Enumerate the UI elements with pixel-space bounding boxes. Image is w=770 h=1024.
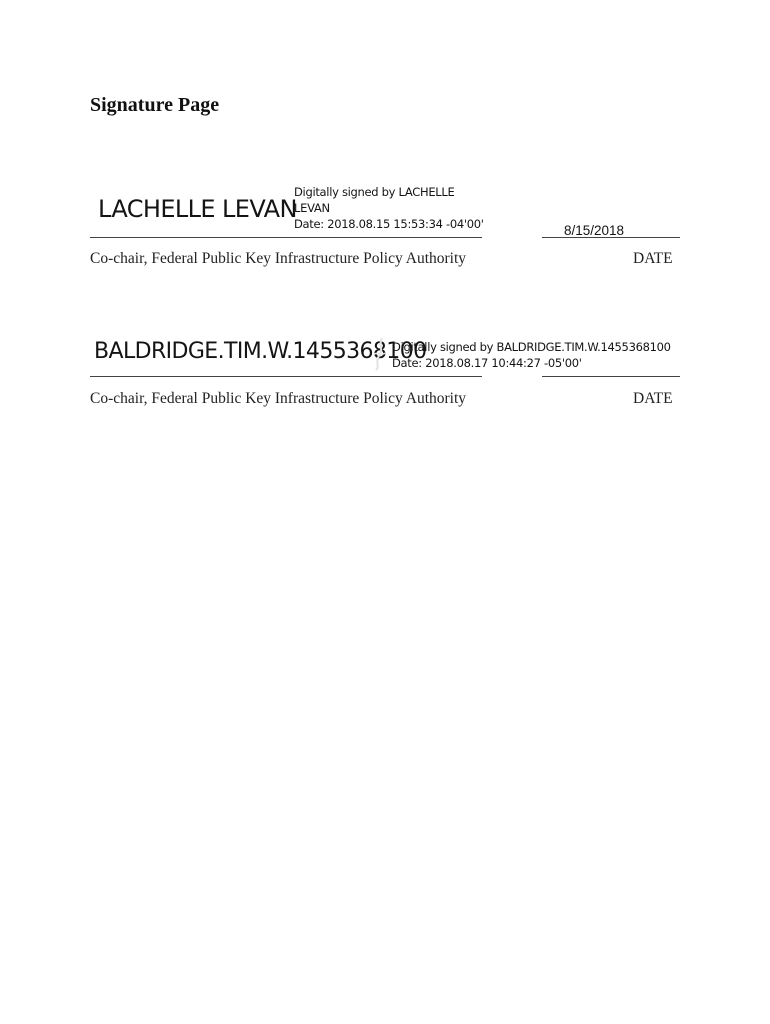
- signature-detail-date: Date: 2018.08.15 15:53:34 -04'00': [294, 217, 484, 231]
- signature-seal-icon: [370, 336, 388, 372]
- signature-detail-date: Date: 2018.08.17 10:44:27 -05'00': [392, 356, 582, 370]
- date-label: DATE: [633, 390, 673, 407]
- date-line: [542, 376, 680, 377]
- signer-role-label: Co-chair, Federal Public Key Infrastructure Policy Authority: [90, 250, 467, 267]
- page-title: Signature Page: [90, 94, 220, 116]
- date-label: DATE: [633, 250, 673, 267]
- signature-detail-signed-by: Digitally signed by BALDRIDGE.TIM.W.1455368100: [392, 340, 671, 354]
- digital-signature-name[interactable]: BALDRIDGE.TIM.W.1455368100: [94, 339, 427, 364]
- signer-role-label: Co-chair, Federal Public Key Infrastructure Policy Authority: [90, 390, 467, 407]
- signature-block-levan: [90, 180, 680, 280]
- signature-detail-signed-by: Digitally signed by LACHELLE: [294, 185, 455, 199]
- signature-line: [90, 376, 482, 377]
- signed-date-value: 8/15/2018: [564, 223, 625, 238]
- signature-line: [90, 237, 482, 238]
- digital-signature-name[interactable]: LACHELLE LEVAN: [98, 195, 297, 223]
- signature-block-baldridge: [90, 334, 680, 424]
- date-line: [542, 237, 680, 238]
- signature-detail-signed-by-cont: LEVAN: [294, 201, 330, 215]
